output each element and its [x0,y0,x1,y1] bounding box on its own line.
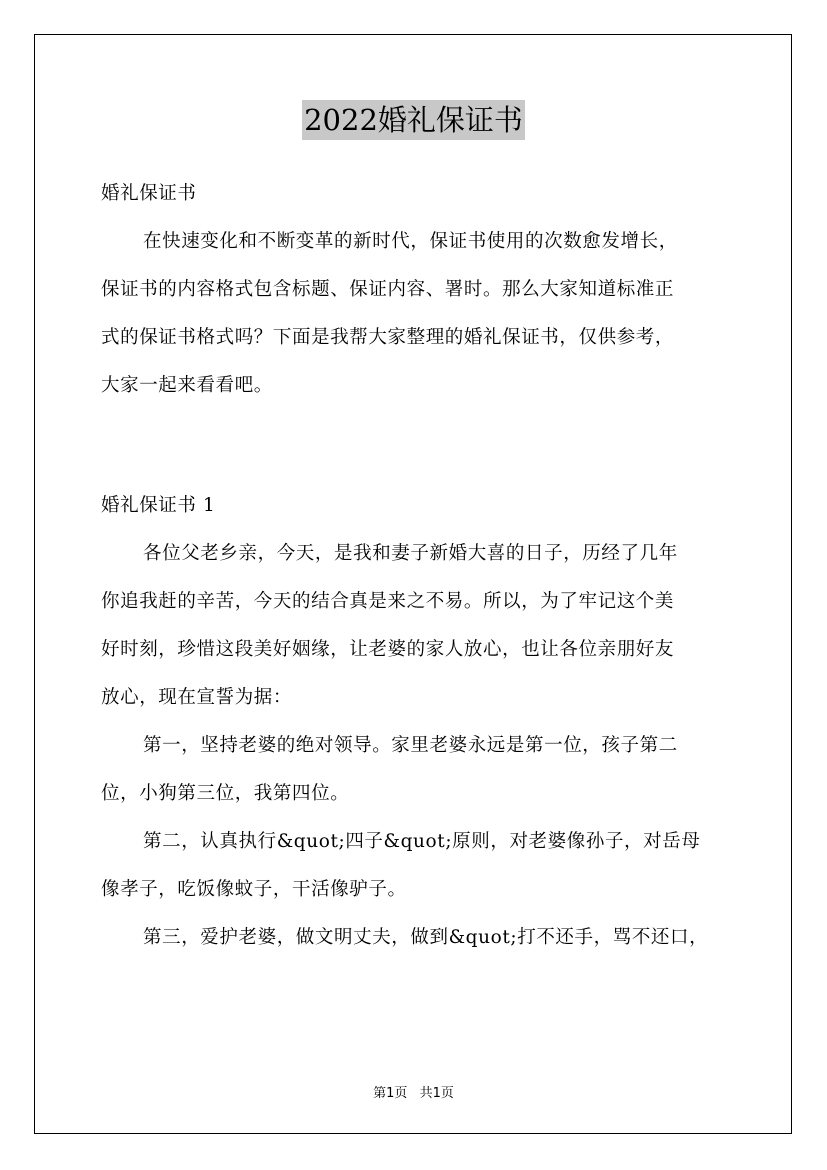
page-footer [0,1082,827,1101]
page-number: 第1页 [373,1086,408,1101]
paragraph-line: 好时刻，珍惜这段美好姻缘，让老婆的家人放心，也让各位亲朋好友 [101,639,675,660]
intro-heading: 婚礼保证书 [101,183,197,204]
page-total: 共1页 [419,1086,454,1101]
document-title: 2022婚礼保证书 [302,100,525,140]
section1-paragraph-1 [101,536,731,716]
section1-paragraph-4 [101,920,731,956]
intro-line: 保证书的内容格式包含标题、保证内容、署时。那么大家知道标准正 [101,279,675,300]
section1-paragraph-3 [101,824,731,908]
paragraph-line: 第三，爱护老婆，做文明丈夫，做到&quot;打不还手，骂不还口， [143,927,709,948]
title-wrap [0,100,827,140]
section1-paragraph-2 [101,728,731,812]
paragraph-line: 第二，认真执行&quot;四子&quot;原则，对老婆像孙子，对岳母 [143,831,701,852]
intro-line: 在快速变化和不断变革的新时代，保证书使用的次数愈发增长， [143,231,678,252]
paragraph-line: 第一，坚持老婆的绝对领导。家里老婆永远是第一位，孩子第二 [143,735,678,756]
section1-heading: 婚礼保证书 1 [101,495,216,516]
intro-line: 大家一起来看看吧。 [101,375,273,396]
paragraph-line: 各位父老乡亲，今天，是我和妻子新婚大喜的日子，历经了几年 [143,543,678,564]
document-body [101,176,731,956]
intro-line: 式的保证书格式吗？下面是我帮大家整理的婚礼保证书，仅供参考， [101,327,675,348]
paragraph-line: 放心，现在宣誓为据： [101,687,293,708]
intro-paragraph [101,224,731,404]
paragraph-line: 位，小狗第三位，我第四位。 [101,783,350,804]
paragraph-line: 像孝子，吃饭像蚊子，干活像驴子。 [101,879,407,900]
paragraph-line: 你追我赶的辛苦，今天的结合真是来之不易。所以，为了牢记这个美 [101,591,675,612]
